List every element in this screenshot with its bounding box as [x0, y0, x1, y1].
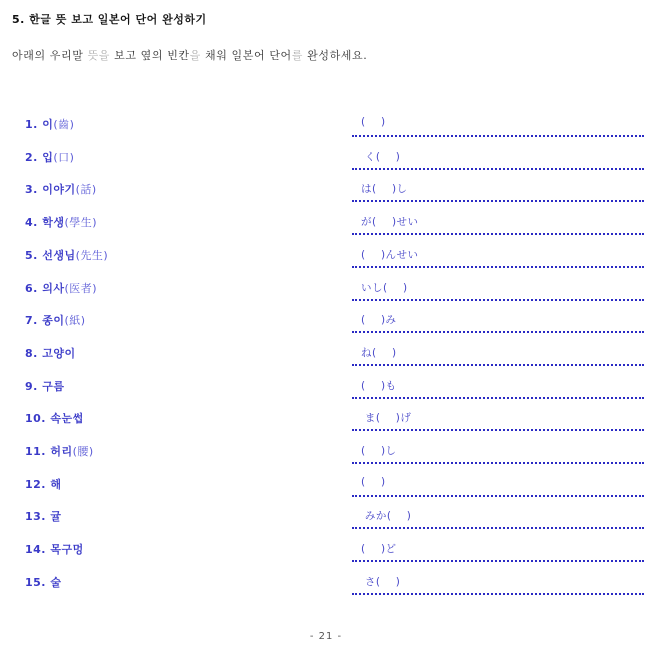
answer-blank[interactable]: ま( )げ [361, 412, 412, 425]
exercise-row [0, 116, 652, 148]
dotted-answer-line [352, 560, 644, 562]
dotted-answer-line [352, 495, 644, 497]
question-label [25, 214, 97, 230]
answer-blank[interactable]: が( )せい [361, 216, 419, 229]
exercise-row [0, 247, 652, 279]
exercise-row [0, 181, 652, 213]
dotted-answer-line [352, 462, 644, 464]
answer-blank[interactable]: は( )し [361, 183, 408, 196]
korean-word: 고양이 [42, 346, 76, 360]
question-number: 13. [25, 510, 46, 524]
korean-word: 목구멍 [50, 543, 84, 557]
exercise-row [0, 149, 652, 181]
question-label [25, 149, 74, 165]
dotted-answer-line [352, 233, 644, 235]
answer-blank[interactable]: みか( ) [361, 510, 412, 523]
answer-blank[interactable]: ( )も [361, 379, 397, 392]
question-number: 5. [25, 248, 38, 262]
question-label [25, 476, 61, 492]
hanja-hint: (先生) [75, 248, 109, 262]
section-title: 5. 한글 뜻 보고 일본어 단어 완성하기 [12, 13, 207, 26]
answer-blank[interactable]: ( )ど [361, 543, 397, 556]
korean-word: 귤 [50, 510, 62, 524]
question-number: 10. [25, 412, 46, 426]
korean-word: 해 [50, 477, 62, 491]
exercise-row [0, 345, 652, 377]
question-label [25, 312, 86, 328]
korean-word: 입 [42, 150, 54, 164]
question-label [25, 541, 84, 557]
answer-blank[interactable]: ( ) [361, 475, 386, 488]
question-number: 14. [25, 543, 46, 557]
exercise-row [0, 443, 652, 475]
answer-blank[interactable]: ( )み [361, 314, 397, 327]
korean-word: 의사 [42, 281, 65, 295]
instruction-part: 보고 옆의 빈칸 [110, 49, 190, 62]
instruction-part: 뜻을 [87, 49, 111, 62]
instruction-part: 완성하세요. [303, 49, 368, 62]
question-number: 12. [25, 477, 46, 491]
answer-blank[interactable]: ( )んせい [361, 248, 419, 261]
dotted-answer-line [352, 527, 644, 529]
dotted-answer-line [352, 200, 644, 202]
dotted-answer-line [352, 168, 644, 170]
page-number: - 21 - [309, 631, 343, 642]
answer-blank[interactable]: いし( ) [361, 281, 408, 294]
korean-word: 이야기 [42, 183, 76, 197]
korean-word: 이 [42, 118, 54, 131]
instruction-part: 를 [291, 49, 304, 62]
exercise-row [0, 476, 652, 508]
exercise-row [0, 574, 652, 606]
hanja-hint: (口) [53, 150, 75, 164]
answer-blank[interactable]: く( ) [361, 150, 401, 163]
instruction-part: 채워 일본어 단어 [200, 49, 292, 62]
question-number: 8. [25, 346, 38, 360]
exercise-row [0, 410, 652, 442]
question-label [25, 280, 97, 296]
korean-word: 술 [50, 575, 62, 589]
question-label [25, 116, 74, 132]
question-label [25, 443, 94, 459]
dotted-answer-line [352, 429, 644, 431]
hanja-hint: (腰) [72, 445, 94, 458]
question-number: 4. [25, 216, 38, 230]
exercise-row [0, 312, 652, 344]
question-label [25, 410, 84, 426]
dotted-answer-line [352, 397, 644, 399]
answer-blank[interactable]: さ( ) [361, 575, 401, 588]
hanja-hint: (學生) [64, 216, 98, 230]
dotted-answer-line [352, 593, 644, 595]
question-number: 15. [25, 575, 46, 589]
korean-word: 속눈썹 [50, 412, 84, 426]
question-number: 1. [25, 118, 38, 131]
question-number: 6. [25, 281, 38, 295]
dotted-answer-line [352, 135, 644, 137]
instruction-text [12, 47, 367, 63]
question-label [25, 508, 61, 524]
hanja-hint: (紙) [64, 314, 86, 328]
korean-word: 선생님 [42, 248, 76, 262]
hanja-hint: (話) [75, 183, 97, 197]
hanja-hint: (齒) [53, 118, 75, 131]
question-label [25, 378, 64, 394]
dotted-answer-line [352, 266, 644, 268]
question-label [25, 574, 61, 590]
hanja-hint: (医者) [64, 281, 98, 295]
instruction-part: 아래의 우리말 [12, 49, 88, 62]
question-number: 2. [25, 150, 38, 164]
korean-word: 학생 [42, 216, 65, 230]
dotted-answer-line [352, 364, 644, 366]
question-label [25, 181, 97, 197]
dotted-answer-line [352, 331, 644, 333]
instruction-part: 을 [189, 49, 201, 62]
question-label [25, 247, 108, 263]
answer-blank[interactable]: ね( ) [361, 346, 397, 359]
question-number: 11. [25, 445, 46, 458]
exercise-row [0, 214, 652, 246]
korean-word: 구름 [42, 379, 65, 393]
question-number: 9. [25, 379, 38, 393]
exercise-row [0, 280, 652, 312]
exercise-row [0, 541, 652, 573]
question-number: 3. [25, 183, 38, 197]
korean-word: 허리 [50, 445, 73, 458]
exercise-row [0, 378, 652, 410]
dotted-answer-line [352, 299, 644, 301]
question-number: 7. [25, 314, 38, 328]
answer-blank[interactable]: ( ) [361, 116, 386, 128]
answer-blank[interactable]: ( )し [361, 445, 397, 457]
korean-word: 종이 [42, 314, 65, 328]
question-label [25, 345, 76, 361]
exercise-row [0, 508, 652, 540]
